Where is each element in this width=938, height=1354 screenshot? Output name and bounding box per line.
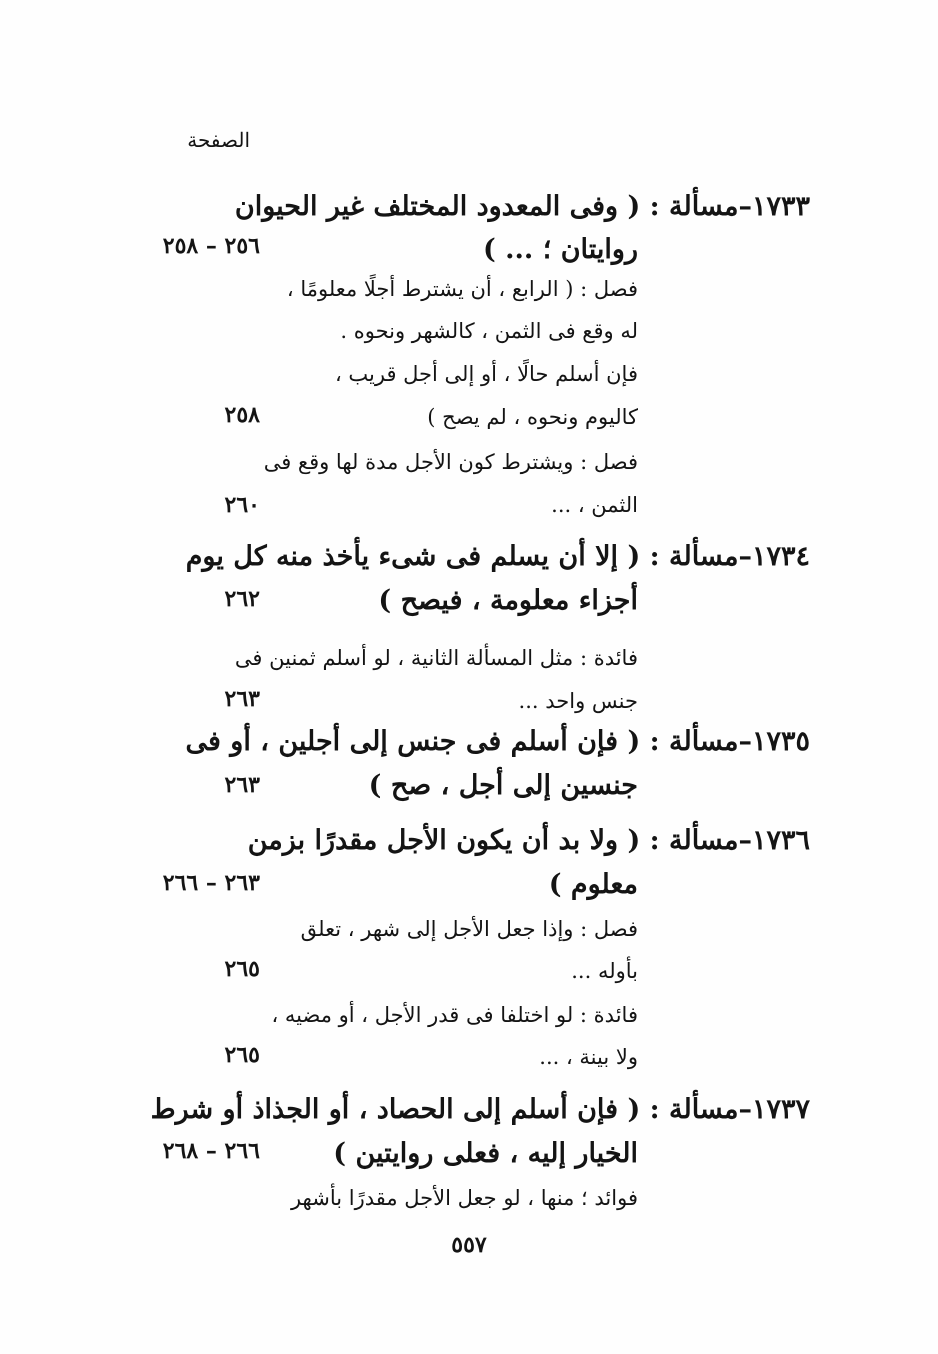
entry-1734-continuation: أجزاء معلومة ، فيصح ) <box>378 585 638 616</box>
entry-1733-heading: ١٧٣٣–مسألة : ( وفى المعدود المختلف غير الحيوان <box>234 191 810 222</box>
section-line: فوائد ؛ منها ، لو جعل الأجل مقدرًا بأشهر <box>290 1186 638 1210</box>
page-ref: ٢٦٣ – ٢٦٦ <box>162 870 260 896</box>
section-line: فائدة : مثل المسألة الثانية ، لو أسلم ثمنين فى <box>234 646 638 670</box>
section-line: له وقع فى الثمن ، كالشهر ونحوه . <box>340 319 638 343</box>
section-line: فصل : وإذا جعل الأجل إلى شهر ، تعلق <box>300 917 638 941</box>
entry-1733-continuation: روايتان ؛ ... ) <box>482 234 638 265</box>
section-line: ولا بينة ، ... <box>539 1045 638 1069</box>
entry-1737-continuation: الخيار إليه ، فعلى روايتين ) <box>333 1138 638 1169</box>
page-number: ٥٥٧ <box>451 1232 487 1258</box>
section-line: كاليوم ونحوه ، لم يصح ) <box>427 405 638 429</box>
section-line: بأوله ... <box>571 959 638 983</box>
page-column-header: الصفحة <box>187 128 250 152</box>
page-ref: ٢٥٦ – ٢٥٨ <box>162 233 260 259</box>
page-ref: ٢٦٣ <box>224 686 260 712</box>
page-ref: ٢٦٥ <box>224 1042 260 1068</box>
page-ref: ٢٦٠ <box>224 492 260 518</box>
entry-1736-continuation: معلوم ) <box>548 869 638 900</box>
section-line: جنس واحد ... <box>518 689 638 713</box>
section-line: فصل : ويشترط كون الأجل مدة لها وقع فى <box>263 450 638 474</box>
section-line: فصل : ( الرابع ، أن يشترط أجلًا معلومًا ، <box>286 277 638 301</box>
entry-1737-heading: ١٧٣٧–مسألة : ( فإن أسلم إلى الحصاد ، أو الجذاذ أو شرط <box>150 1094 810 1125</box>
page-ref: ٢٦٥ <box>224 956 260 982</box>
page-ref: ٢٦٦ – ٢٦٨ <box>162 1138 260 1164</box>
section-line: الثمن ، ... <box>551 493 638 517</box>
entry-1734-heading: ١٧٣٤–مسألة : ( إلا أن يسلم فى شىء يأخذ منه كل يوم <box>185 541 810 572</box>
page-ref: ٢٥٨ <box>224 402 260 428</box>
section-line: فإن أسلم حالًا ، أو إلى أجل قريب ، <box>334 362 638 386</box>
page-ref: ٢٦٣ <box>224 772 260 798</box>
entry-1735-continuation: جنسين إلى أجل ، صح ) <box>368 770 638 801</box>
section-line: فائدة : لو اختلفا فى قدر الأجل ، أو مضيه ، <box>271 1003 638 1027</box>
entry-1736-heading: ١٧٣٦–مسألة : ( ولا بد أن يكون الأجل مقدرًا بزمن <box>247 825 810 856</box>
page-ref: ٢٦٢ <box>224 586 260 612</box>
entry-1735-heading: ١٧٣٥–مسألة : ( فإن أسلم فى جنس إلى أجلين ، أو فى <box>185 726 810 757</box>
